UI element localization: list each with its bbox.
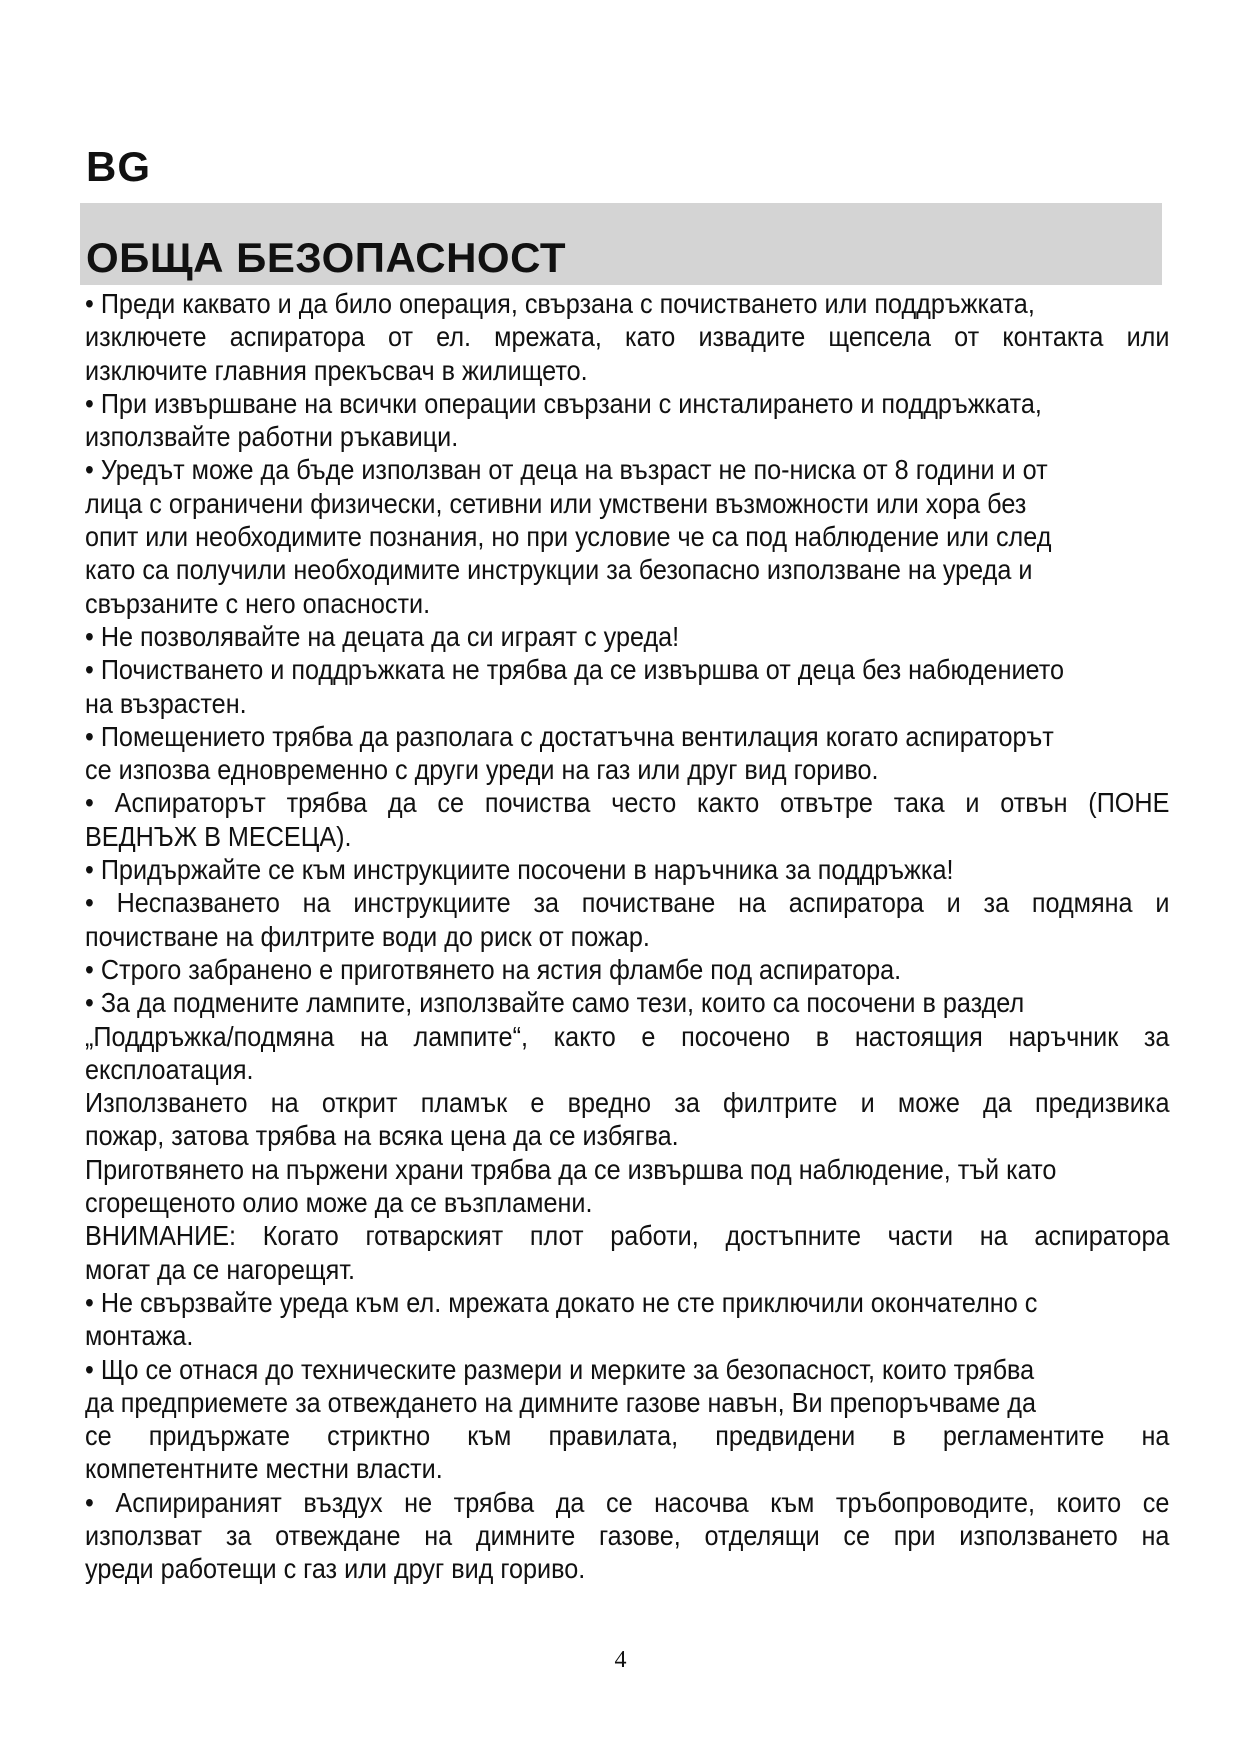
text-line: ВЕДНЪЖ В МЕСЕЦА). [85,820,352,852]
text-line: • Не позволявайте на децата да си играят с уреда! [85,620,680,652]
text-line: ВНИМАНИЕ: Когато готварският плот работи, достъпните части на аспиратора [85,1220,1170,1252]
text-line: пожар, затова трябва на всяка цена да се избягва. [85,1120,679,1152]
text-line: • Почистването и поддръжката не трябва да се извършва от деца без набюдението [85,654,1065,686]
page-number: 4 [614,1647,627,1673]
text-line: • Не свързвайте уреда към ел. мрежата докато не сте приключили окончателно с [85,1286,1038,1318]
section-title-band [80,203,1162,285]
text-line: Приготвянето на пържени храни трябва да се извършва под наблюдение, тъй като [85,1153,1057,1185]
language-code: BG [86,143,151,190]
text-line: опит или необходимите познания, но при условие че са под наблюдение или след [85,521,1052,553]
text-line: • Аспирираният въздух не трябва да се насочва към тръбопроводите, които се [85,1486,1170,1518]
text-line: изключите главния прекъсвач в жилището. [85,354,588,386]
text-line: свързаните с него опасности. [85,587,431,619]
text-line: • Уредът може да бъде използван от деца на възраст не по-ниска от 8 години и от [85,454,1048,486]
text-line: експлоатация. [85,1053,254,1085]
text-line: „Поддръжка/подмяна на лампите“, както е посочено в настоящия наръчник за [85,1020,1170,1052]
text-line: на възрастен. [85,687,247,719]
text-line: • Помещението трябва да разполага с достатъчна вентилация когато аспираторът [85,720,1054,752]
text-line: почистване на филтрите води до риск от пожар. [85,920,650,952]
text-line: могат да се нагорещят. [85,1253,356,1285]
text-line: лица с ограничени физически, сетивни или умствени възможности или хора без [85,487,1027,519]
text-line: се изпозва едновременно с други уреди на газ или друг вид гориво. [85,754,879,786]
text-line: да предприемете за отвеждането на димните газове навън, Ви препоръчваме да [85,1386,1036,1418]
text-line: • Аспираторът трябва да се почиства често както отвътре така и отвън (ПОНЕ [85,787,1170,819]
section-title: ОБЩА БЕЗОПАСНОСТ [86,234,567,281]
text-line: • Преди каквато и да било операция, свързана с почистването или поддръжката, [85,288,1035,319]
text-line: използвайте работни ръкавици. [85,421,459,453]
text-line: • Що се отнася до техническите размери и мерките за безопасност, които трябва [85,1353,1035,1385]
text-line: изключете аспиратора от ел. мрежата, като извадите щепсела от контакта или [85,321,1170,353]
text-line: монтажа. [85,1320,194,1352]
text-line: • При извършване на всички операции свързани с инсталирането и поддръжката, [85,387,1042,419]
text-line: се придържате стриктно към правилата, предвидени в регламентите на [85,1420,1170,1452]
text-line: използват за отвеждане на димните газове, отделящи се при използването на [85,1519,1170,1551]
text-line: Използването на открит пламък е вредно за филтрите и може да предизвика [85,1087,1170,1119]
text-line: като са получили необходимите инструкции за безопасно използване на уреда и [85,554,1033,586]
text-line: уреди работещи с газ или друг вид гориво. [85,1553,586,1585]
text-line: компетентните местни власти. [85,1453,443,1485]
text-line: • Придържайте се към инструкциите посочени в наръчника за поддръжка! [85,854,954,886]
safety-instructions-text [85,287,1170,1586]
text-line: • Строго забранено е приготвянето на ястия фламбе под аспиратора. [85,953,902,985]
text-line: сгорещеното олио може да се възпламени. [85,1187,593,1219]
text-line: • За да подмените лампите, използвайте само тези, които са посочени в раздел [85,987,1025,1019]
text-line: • Неспазването на инструкциите за почистване на аспиратора и за подмяна и [85,887,1170,919]
